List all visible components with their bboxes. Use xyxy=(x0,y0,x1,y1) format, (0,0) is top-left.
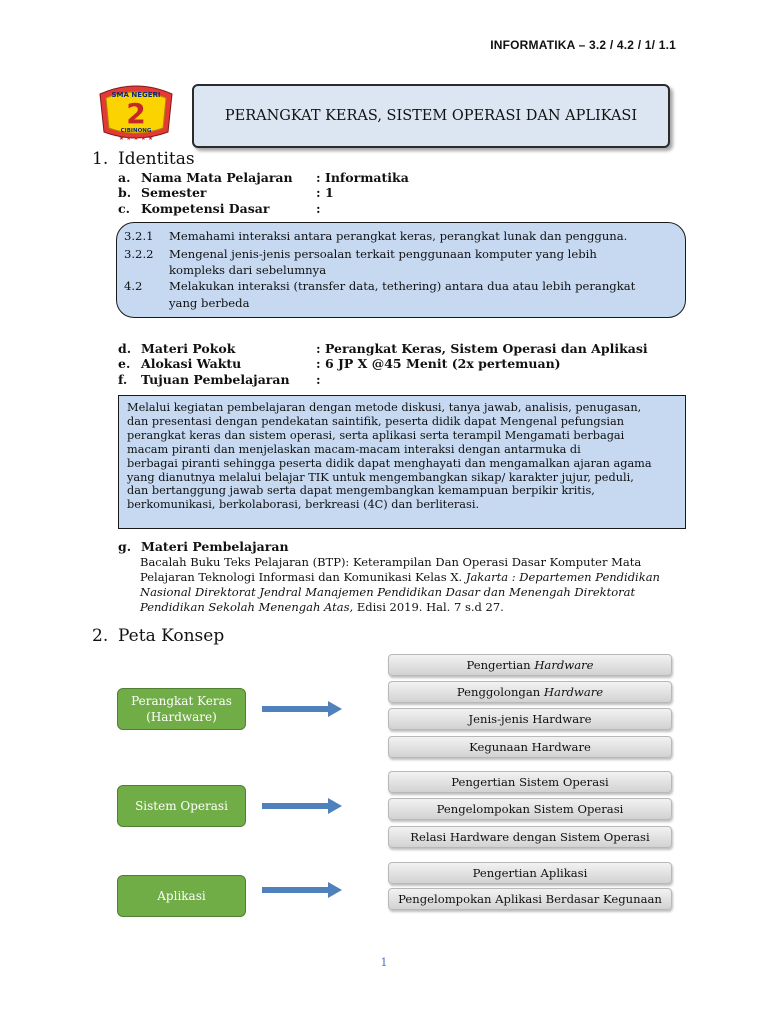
concept-item: Penggolongan Hardware xyxy=(388,681,672,703)
tujuan-line: yang dianutnya melalui belajar TIK untuk mengembangkan sikap/ karakter jujur, peduli, xyxy=(127,470,634,484)
document-code: INFORMATIKA – 3.2 / 4.2 / 1/ 1.1 xyxy=(490,38,676,52)
concept-item: Jenis-jenis Hardware xyxy=(388,708,672,730)
document-title-box xyxy=(192,84,670,148)
page-number: 1 xyxy=(380,956,388,969)
document-title: PERANGKAT KERAS, SISTEM OPERASI DAN APLIKASI xyxy=(224,108,638,124)
tujuan-line: berbagai piranti sehingga peserta didik dapat menghayati dan mengamalkan ajaran agama xyxy=(127,456,652,470)
row-tujuan-pembelajaran: f. Tujuan Pembelajaran : xyxy=(118,372,321,387)
row-materi-pokok: d. Materi Pokok : Perangkat Keras, Sistem Operasi dan Aplikasi xyxy=(118,341,648,356)
concept-item: Kegunaan Hardware xyxy=(388,736,672,758)
tujuan-line: Melalui kegiatan pembelajaran dengan metode diskusi, tanya jawab, analisis, penugasan, xyxy=(127,401,642,414)
concept-item: Pengertian Sistem Operasi xyxy=(388,771,672,793)
row-materi-pembelajaran: g. Materi Pembelajaran xyxy=(118,539,289,554)
concept-item: Relasi Hardware dengan Sistem Operasi xyxy=(388,826,672,848)
tujuan-line: dan bertanggung jawab serta dapat mengembangkan kemampuan berpikir kritis, xyxy=(127,484,595,498)
arrow-right-icon xyxy=(262,798,342,814)
tujuan-line: perangkat keras dan sistem operasi, serta aplikasi serta terampil Mengamati berbagai xyxy=(127,428,625,442)
arrow-right-icon xyxy=(262,701,342,717)
concept-item: Pengelompokan Aplikasi Berdasar Kegunaan xyxy=(388,888,672,910)
row-mata-pelajaran: a. Nama Mata Pelajaran : Informatika xyxy=(118,170,409,185)
tujuan-line: dan presentasi dengan pendekatan saintifik, peserta didik dapat Mengenal pefungsian xyxy=(127,414,624,428)
concept-item: Pengertian Aplikasi xyxy=(388,862,672,884)
tujuan-pembelajaran-box xyxy=(118,395,686,529)
tujuan-line: macam piranti dan menjelaskan macam-macam interaksi dengan antarmuka di xyxy=(127,442,581,456)
concept-item: Pengelompokan Sistem Operasi xyxy=(388,798,672,820)
section-peta-konsep-heading: 2. Peta Konsep xyxy=(92,626,225,646)
tujuan-line: berkomunikasi, berkolaborasi, berkreasi (4C) dan berliterasi. xyxy=(127,498,480,512)
svg-text:★ ★ ★ ★ ★: ★ ★ ★ ★ ★ xyxy=(118,135,154,142)
kompetensi-dasar-box: 3.2.1 Memahami interaksi antara perangkat keras, perangkat lunak dan pengguna. 3.2.2 Mengenal jenis-jenis persoalan terkait penggunaan komputer yang lebih kompleks dari sebelumnya 4.2 Melakukan interaksi (transfer data, tethering) antara dua atau lebih perangkat yang berbeda xyxy=(116,222,686,318)
school-logo xyxy=(96,82,176,144)
materi-pembelajaran-text: Bacalah Buku Teks Pelajaran (BTP): Keterampilan Dan Operasi Dasar Komputer Mata Pelajaran Teknologi Informasi dan Komunikasi Kelas X. Jakarta : Departemen Pendidikan Nasional Direktorat Jendral Manajemen Pendidikan Dasar dan Menengah Direktorat Pendidikan Sekolah Menengah Atas, Edisi 2019. Hal. 7 s.d 27. xyxy=(140,555,660,614)
section-identitas-heading: 1. Identitas xyxy=(92,149,195,169)
concept-item: Pengertian Hardware xyxy=(388,654,672,676)
arrow-right-icon xyxy=(262,882,342,898)
svg-text:SMA NEGERI: SMA NEGERI xyxy=(111,91,161,99)
concept-sistem-operasi: Sistem Operasi xyxy=(117,785,246,827)
row-semester: b. Semester : 1 xyxy=(118,185,334,200)
row-kompetensi-dasar: c. Kompetensi Dasar : xyxy=(118,201,321,216)
concept-aplikasi: Aplikasi xyxy=(117,875,246,917)
concept-perangkat-keras: Perangkat Keras (Hardware) xyxy=(117,688,246,730)
svg-text:CIBINONG: CIBINONG xyxy=(120,128,152,134)
svg-text:2: 2 xyxy=(126,97,146,130)
row-alokasi-waktu: e. Alokasi Waktu : 6 JP X @45 Menit (2x pertemuan) xyxy=(118,356,561,371)
